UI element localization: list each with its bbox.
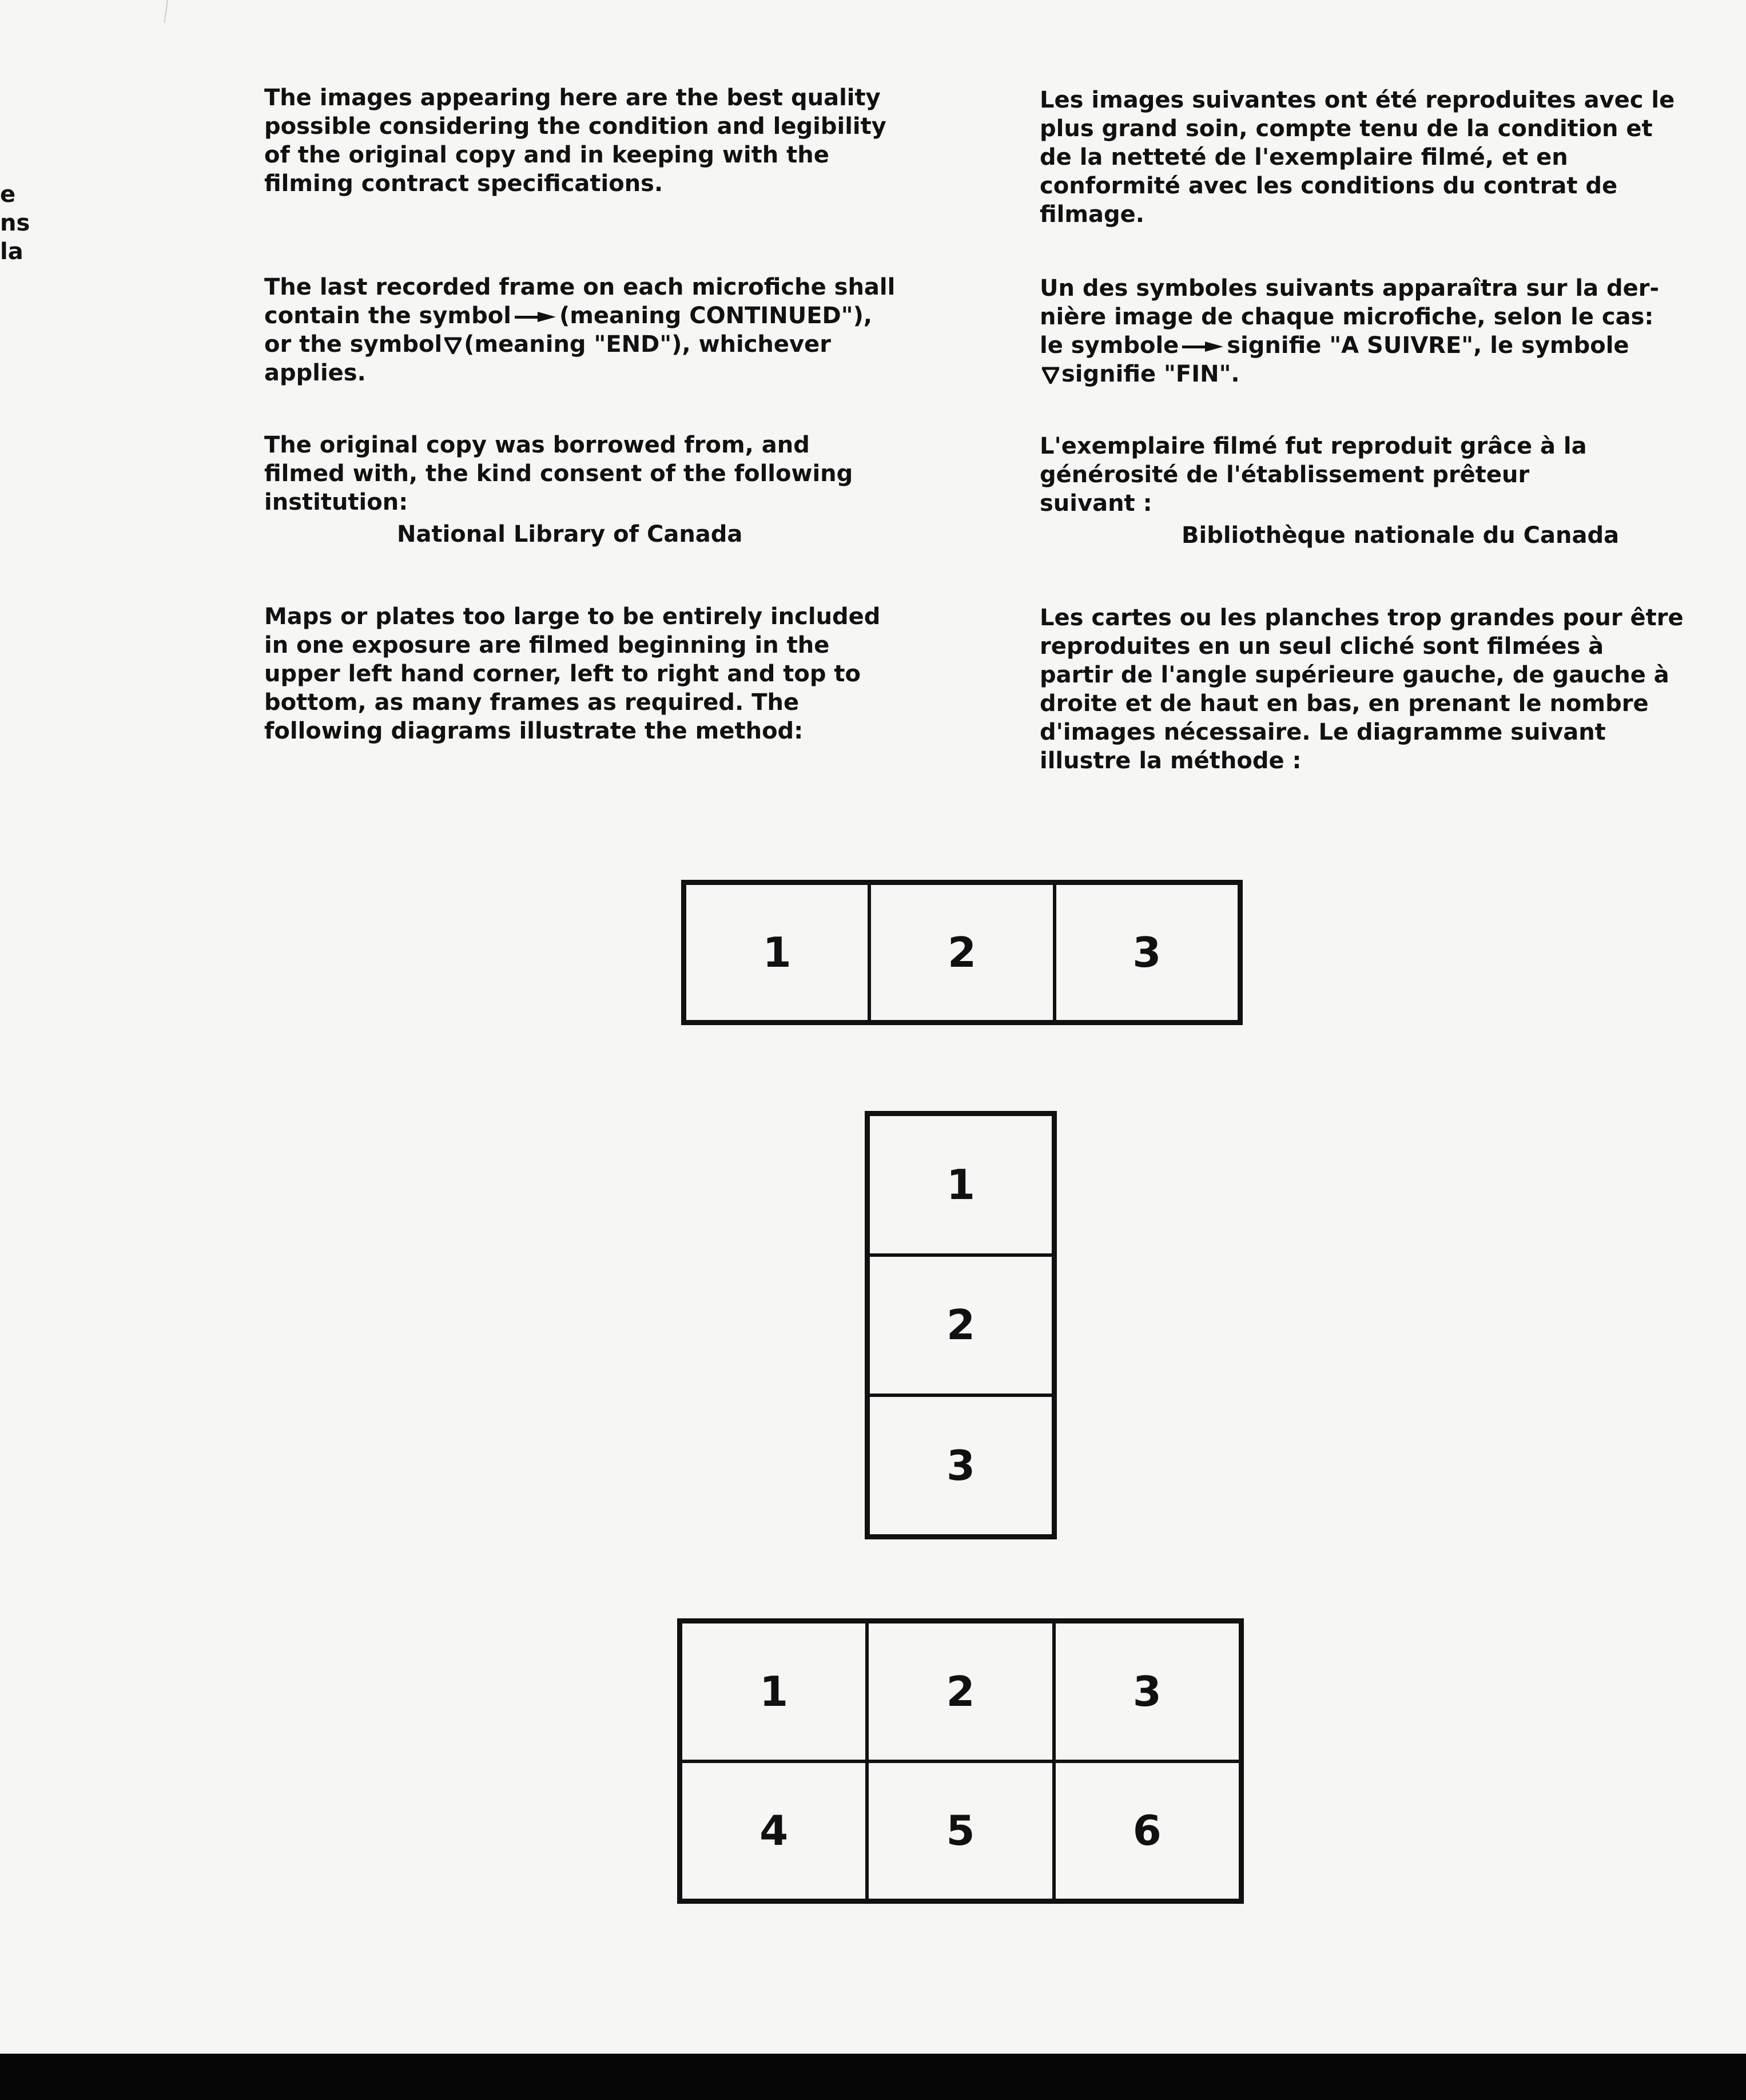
text-line: partir de l'angle supérieure gauche, de gauche à — [1040, 662, 1669, 688]
text-line — [1040, 331, 1746, 360]
text-line: illustre la méthode : — [1040, 748, 1302, 774]
frame-cell: 2 — [868, 1255, 1053, 1396]
french-institution-name: Bibliothèque nationale du Canada — [1182, 522, 1620, 549]
text-line: The original copy was borrowed from, and — [264, 432, 810, 458]
margin-fragment-2: ns — [0, 210, 30, 236]
text-line: of the original copy and in keeping with the — [264, 142, 829, 168]
diagram-grid-frames — [677, 1618, 1244, 1904]
text-line: filming contract specifications. — [264, 170, 663, 197]
text-line: applies. — [264, 360, 366, 386]
text-fragment: (meaning CONTINUED"), — [559, 303, 873, 329]
text-line: nière image de chaque microfiche, selon le cas: — [1040, 304, 1654, 330]
text-line: d'images nécessaire. Le diagramme suivant — [1040, 719, 1606, 745]
text-line: Les images suivantes ont été reproduites avec le — [1040, 87, 1675, 113]
frame-cell: 5 — [867, 1761, 1053, 1901]
text-fragment: le symbole — [1040, 332, 1179, 359]
frame-cell: 2 — [869, 883, 1054, 1022]
text-fragment: signifie "A SUIVRE", le symbole — [1227, 332, 1629, 359]
text-line: filmed with, the kind consent of the following — [264, 461, 853, 487]
text-line: following diagrams illustrate the method: — [264, 718, 804, 744]
arrow-right-icon — [1182, 341, 1223, 352]
text-fragment: (meaning "END"), whichever — [464, 331, 831, 358]
french-paragraph-maps — [1040, 604, 1746, 775]
text-line: The images appearing here are the best quality — [264, 85, 881, 111]
french-paragraph-source — [1040, 432, 1746, 518]
scan-bottom-border — [0, 2054, 1746, 2100]
frame-cell: 4 — [681, 1761, 867, 1901]
text-line: institution: — [264, 489, 408, 515]
text-line: conformité avec les conditions du contrat de — [1040, 173, 1618, 199]
text-line: bottom, as many frames as required. The — [264, 689, 800, 716]
frame-cell: 3 — [1054, 1622, 1240, 1761]
english-paragraph-maps — [264, 602, 1053, 745]
diagram-vertical-frames — [865, 1111, 1057, 1539]
frame-cell: 3 — [1055, 883, 1239, 1022]
text-line — [264, 330, 1053, 359]
text-fragment: signifie "FIN". — [1061, 361, 1240, 387]
french-paragraph-symbols — [1040, 274, 1746, 388]
english-paragraph-source — [264, 431, 1053, 517]
diagram-horizontal-frames — [681, 880, 1243, 1025]
text-line — [264, 301, 1053, 330]
english-paragraph-quality — [264, 84, 1053, 198]
text-line: générosité de l'établissement prêteur — [1040, 462, 1530, 488]
arrow-right-icon — [515, 311, 556, 323]
frame-cell: 1 — [685, 883, 869, 1022]
english-paragraph-symbols — [264, 273, 1053, 387]
frame-cell: 1 — [868, 1114, 1053, 1255]
text-line: in one exposure are filmed beginning in the — [264, 632, 830, 658]
text-line: suivant : — [1040, 490, 1152, 517]
text-line: Les cartes ou les planches trop grandes pour être — [1040, 605, 1684, 631]
frame-cell: 6 — [1054, 1761, 1240, 1901]
text-line: upper left hand corner, left to right and top to — [264, 661, 861, 687]
triangle-down-icon — [444, 337, 462, 354]
text-line: de la netteté de l'exemplaire filmé, et en — [1040, 144, 1568, 170]
text-fragment: or the symbol — [264, 331, 443, 358]
text-fragment: contain the symbol — [264, 303, 511, 329]
text-line — [1040, 360, 1746, 388]
text-line: The last recorded frame on each microfiche shall — [264, 274, 896, 300]
text-line: L'exemplaire filmé fut reproduit grâce à la — [1040, 433, 1587, 459]
french-paragraph-quality — [1040, 86, 1746, 229]
frame-cell: 2 — [867, 1622, 1053, 1761]
text-line: possible considering the condition and legibility — [264, 113, 886, 140]
margin-fragment-1: e — [0, 181, 16, 208]
text-line: reproduites en un seul cliché sont filmées à — [1040, 633, 1604, 660]
margin-fragment-3: la — [0, 239, 23, 265]
frame-cell: 1 — [681, 1622, 867, 1761]
text-line: Un des symboles suivants apparaîtra sur la der- — [1040, 275, 1660, 301]
text-line: Maps or plates too large to be entirely included — [264, 604, 881, 630]
triangle-down-icon — [1042, 367, 1059, 384]
english-institution-name: National Library of Canada — [397, 521, 743, 547]
frame-cell: 3 — [868, 1395, 1053, 1536]
text-line: plus grand soin, compte tenu de la condition et — [1040, 116, 1653, 142]
text-line: droite et de haut en bas, en prenant le nombre — [1040, 690, 1649, 717]
text-line: filmage. — [1040, 201, 1144, 228]
